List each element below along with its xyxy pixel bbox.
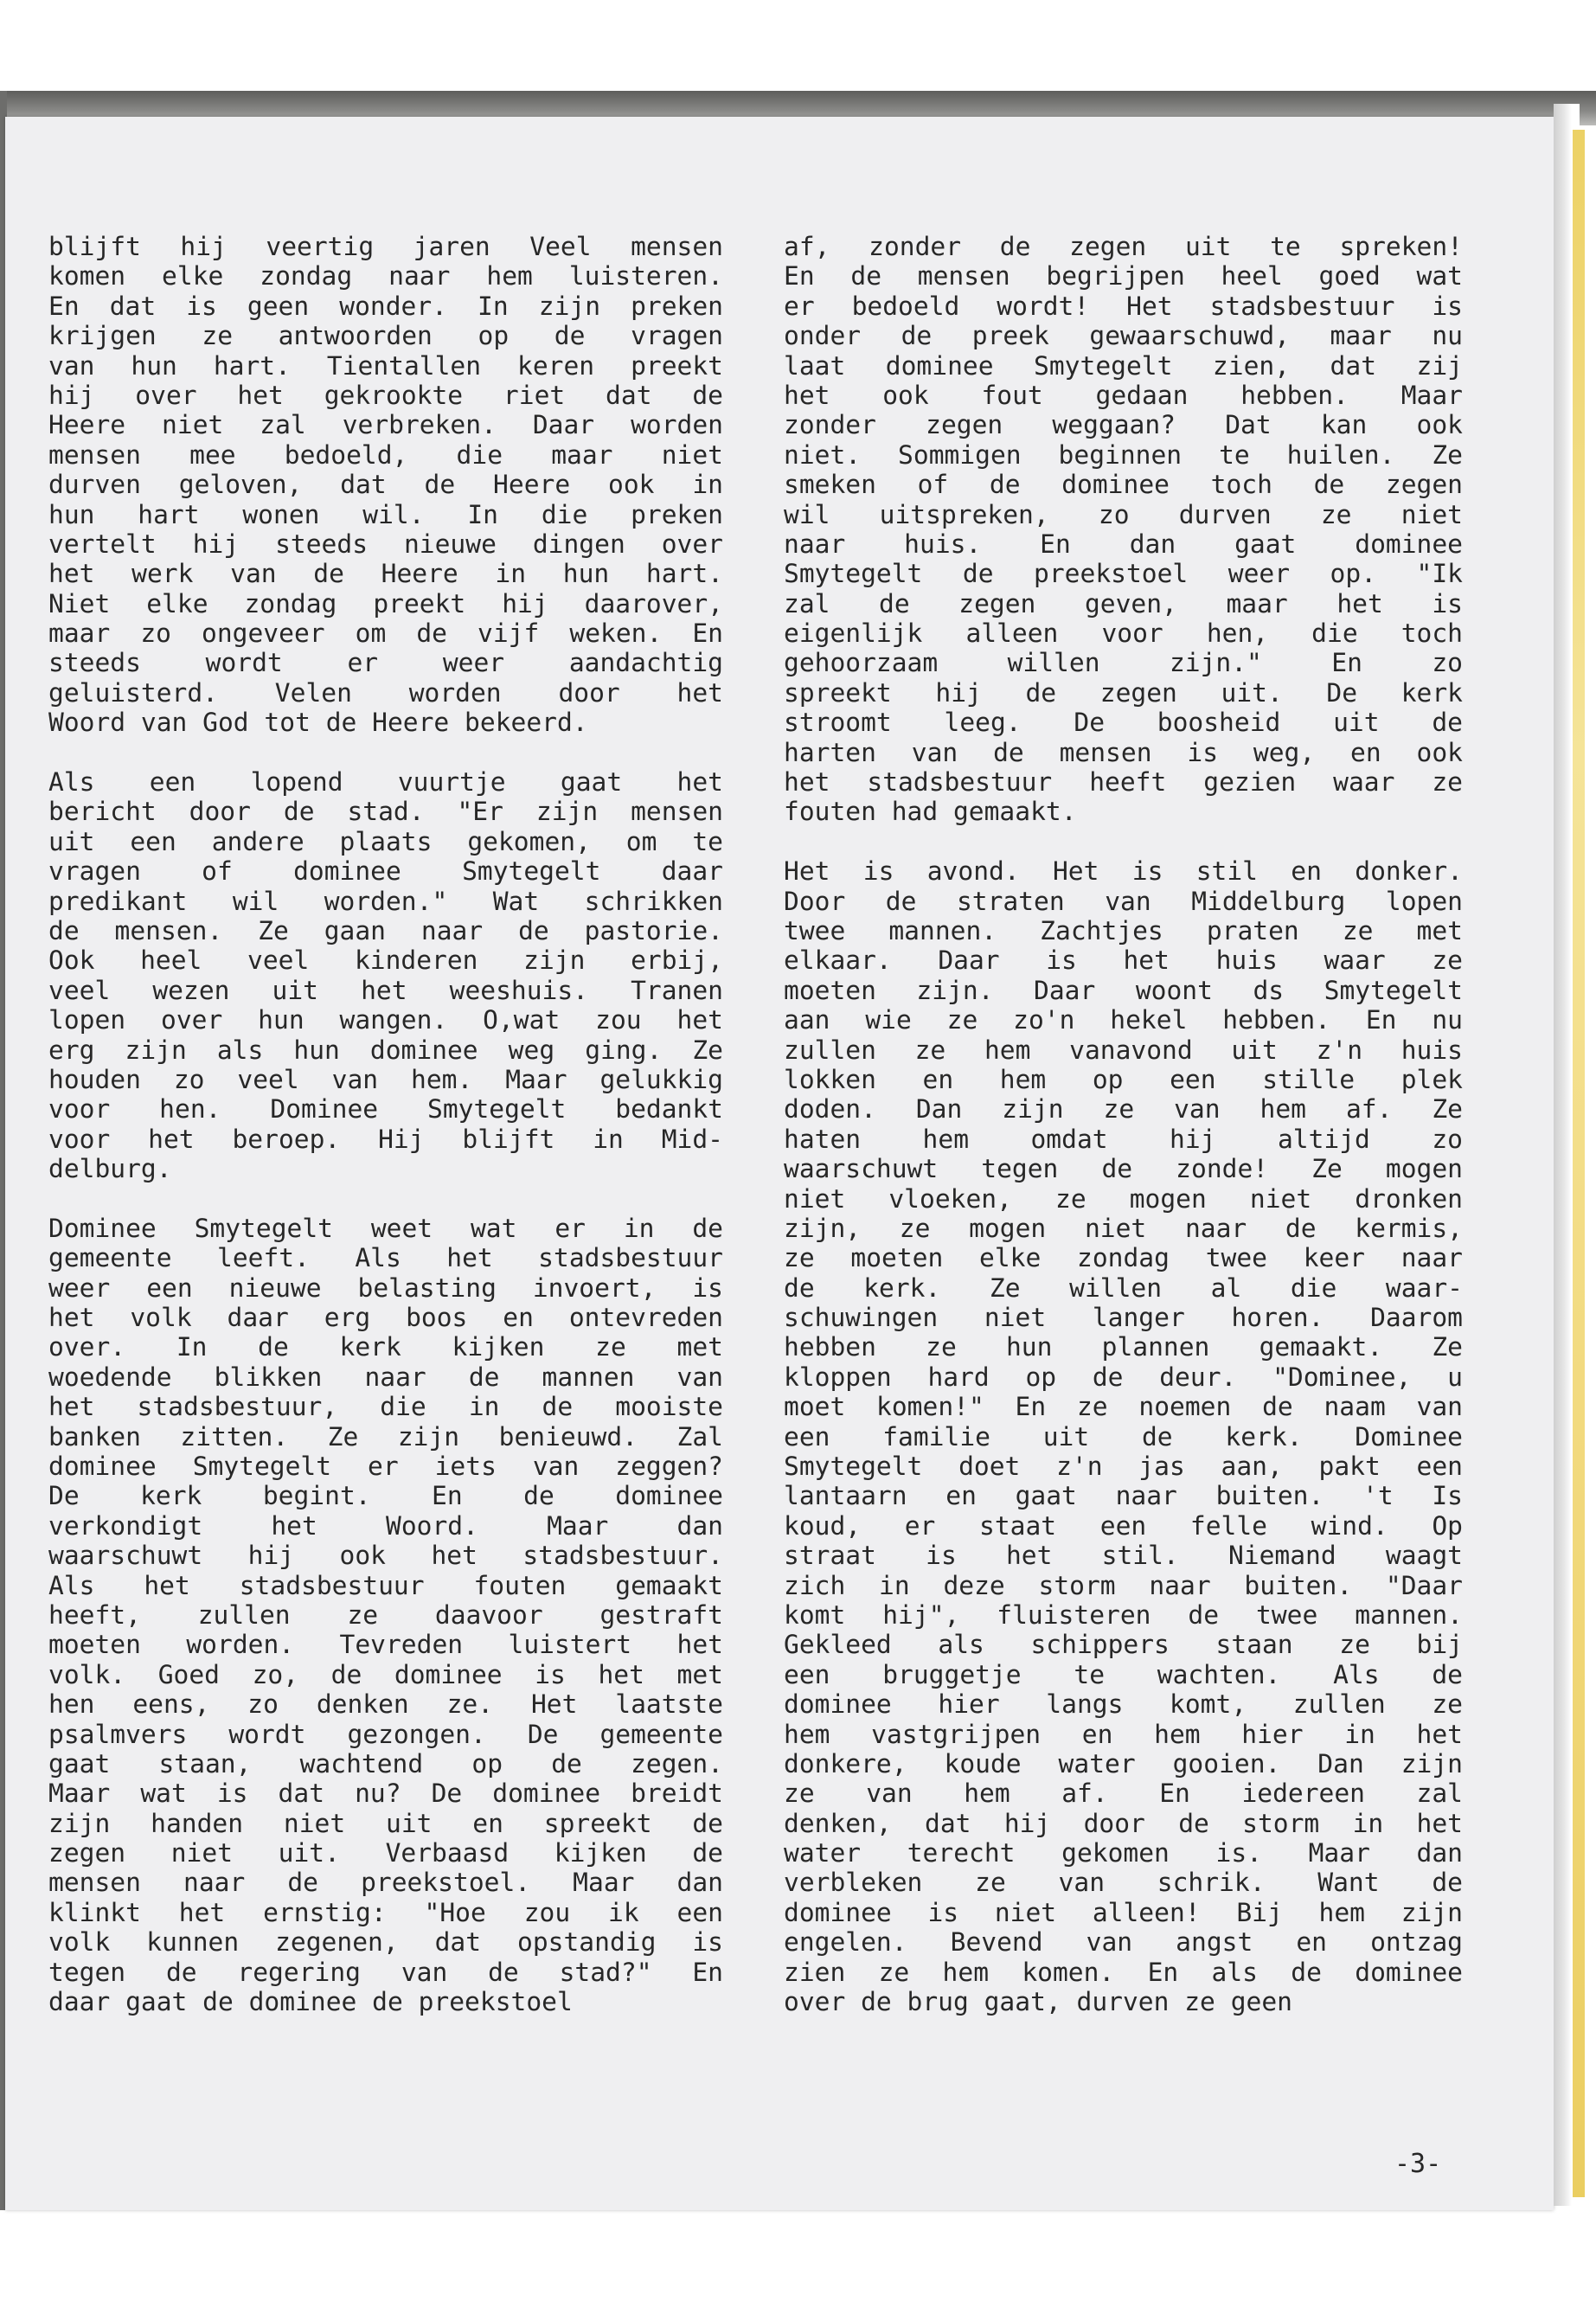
text-line: verkondigt het Woord. Maar dan — [48, 1510, 723, 1541]
text-line: het stadsbestuur, die in de mooiste — [48, 1392, 723, 1422]
text-line: niet vloeken, ze mogen niet dronken — [784, 1183, 1463, 1214]
paragraph — [48, 232, 723, 738]
text-line: steeds wordt er weer aandachtig — [48, 648, 723, 678]
text-line: doden. Dan zijn ze van hem af. Ze — [784, 1094, 1463, 1125]
text-line: zal de zegen geven, maar het is — [784, 588, 1463, 619]
text-line: twee mannen. Zachtjes praten ze met — [784, 915, 1463, 945]
text-line: veel wezen uit het weeshuis. Tranen — [48, 975, 723, 1005]
text-line: koud, er staat een felle wind. Op — [784, 1510, 1463, 1541]
text-line: daar gaat de dominee de preekstoel — [48, 1987, 573, 2017]
paragraph — [48, 767, 723, 1183]
text-line: zijn, ze mogen niet naar de kermis, — [784, 1213, 1463, 1243]
text-line: moet komen!" En ze noemen de naam van — [784, 1392, 1463, 1422]
text-line: vragen of dominee Smytegelt daar — [48, 856, 723, 887]
text-line: zonder zegen weggaan? Dat kan ook — [784, 410, 1463, 440]
text-line: dominee is niet alleen! Bij hem zijn — [784, 1897, 1463, 1927]
text-line: mensen naar de preekstoel. Maar dan — [48, 1868, 723, 1898]
text-line: onder de preek gewaarschuwd, maar nu — [784, 321, 1463, 351]
text-line: klinkt het ernstig: "Hoe zou ik een — [48, 1897, 723, 1927]
paragraph — [48, 1214, 723, 2017]
text-line: zegen niet uit. Verbaasd kijken de — [48, 1838, 723, 1868]
text-line: hij over het gekrookte riet dat de — [48, 380, 723, 410]
text-line: Maar wat is dat nu? De dominee breidt — [48, 1779, 723, 1809]
text-line: mensen mee bedoeld, die maar niet — [48, 439, 723, 470]
text-line: schuwingen niet langer horen. Daarom — [784, 1303, 1463, 1333]
text-line: uit een andere plaats gekomen, om te — [48, 826, 723, 856]
text-line: de mensen. Ze gaan naar de pastorie. — [48, 915, 723, 945]
text-line: Ook heel veel kinderen zijn erbij, — [48, 945, 723, 976]
text-line: Woord van God tot de Heere bekeerd. — [48, 708, 588, 738]
text-line: Smytegelt de preekstoel weer op. "Ik — [784, 559, 1463, 589]
text-line: hem vastgrijpen en hem hier in het — [784, 1719, 1463, 1749]
text-line: volk. Goed zo, de dominee is het met — [48, 1659, 723, 1689]
text-line: Als het stadsbestuur fouten gemaakt — [48, 1570, 723, 1600]
text-line: stroomt leeg. De boosheid uit de — [784, 708, 1463, 738]
text-line: Het is avond. Het is stil en donker. — [784, 856, 1463, 887]
text-line: over de brug gaat, durven ze geen — [784, 1987, 1292, 2017]
text-line: krijgen ze antwoorden op de vragen — [48, 321, 723, 351]
text-line: het volk daar erg boos en ontevreden — [48, 1303, 723, 1333]
text-line: elkaar. Daar is het huis waar ze — [784, 945, 1463, 976]
text-line: wil uitspreken, zo durven ze niet — [784, 499, 1463, 529]
text-line: komen elke zondag naar hem luisteren. — [48, 261, 723, 292]
text-line: zich in deze storm naar buiten. "Daar — [784, 1570, 1463, 1600]
text-line: zullen ze hem vanavond uit z'n huis — [784, 1035, 1463, 1065]
text-line: Niet elke zondag preekt hij daarover, — [48, 588, 723, 619]
text-line: gaat staan, wachtend op de zegen. — [48, 1748, 723, 1779]
text-line: woedende blikken naar de mannen van — [48, 1362, 723, 1392]
text-line: De kerk begint. En de dominee — [48, 1481, 723, 1511]
text-line: Smytegelt doet z'n jas aan, pakt een — [784, 1452, 1463, 1482]
text-line: Door de straten van Middelburg lopen — [784, 886, 1463, 916]
text-line: Dominee Smytegelt weet wat er in de — [48, 1213, 723, 1243]
text-line: banken zitten. Ze zijn benieuwd. Zal — [48, 1421, 723, 1452]
text-line: blijft hij veertig jaren Veel mensen — [48, 232, 723, 261]
right-column — [784, 232, 1463, 2016]
text-line: water terecht gekomen is. Maar dan — [784, 1838, 1463, 1868]
text-line: de kerk. Ze willen al die waar- — [784, 1272, 1463, 1303]
text-line: een bruggetje te wachten. Als de — [784, 1659, 1463, 1689]
text-line: zijn handen niet uit en spreekt de — [48, 1808, 723, 1838]
text-line: aan wie ze zo'n hekel hebben. En nu — [784, 1005, 1463, 1035]
text-line: vertelt hij steeds nieuwe dingen over — [48, 529, 723, 559]
text-line: volk kunnen zegenen, dat opstandig is — [48, 1927, 723, 1958]
text-line: over. In de kerk kijken ze met — [48, 1332, 723, 1362]
text-line: dominee hier langs komt, zullen ze — [784, 1689, 1463, 1720]
text-line: harten van de mensen is weg, en ook — [784, 737, 1463, 767]
text-line: het ook fout gedaan hebben. Maar — [784, 380, 1463, 410]
text-line: geluisterd. Velen worden door het — [48, 677, 723, 708]
text-line: van hun hart. Tientallen keren preekt — [48, 350, 723, 381]
text-line: moeten worden. Tevreden luistert het — [48, 1630, 723, 1660]
text-line: eigenlijk alleen voor hen, die toch — [784, 619, 1463, 649]
text-line: dominee Smytegelt er iets van zeggen? — [48, 1452, 723, 1482]
text-line: maar zo ongeveer om de vijf weken. En — [48, 619, 723, 649]
text-line: ze moeten elke zondag twee keer naar — [784, 1243, 1463, 1273]
text-line: moeten zijn. Daar woont ds Smytegelt — [784, 975, 1463, 1005]
text-line: Als een lopend vuurtje gaat het — [48, 767, 723, 798]
paragraph — [784, 232, 1463, 827]
text-line: weer een nieuwe belasting invoert, is — [48, 1272, 723, 1303]
text-line: kloppen hard op de deur. "Dominee, u — [784, 1362, 1463, 1392]
text-line: ze van hem af. En iedereen zal — [784, 1779, 1463, 1809]
text-line: spreekt hij de zegen uit. De kerk — [784, 677, 1463, 708]
text-line: durven geloven, dat de Heere ook in — [48, 470, 723, 500]
left-column — [48, 232, 723, 2016]
text-line: hen eens, zo denken ze. Het laatste — [48, 1689, 723, 1720]
text-line: straat is het stil. Niemand waagt — [784, 1541, 1463, 1571]
text-line: houden zo veel van hem. Maar gelukkig — [48, 1064, 723, 1094]
text-line: Heere niet zal verbreken. Daar worden — [48, 410, 723, 440]
text-line: het werk van de Heere in hun hart. — [48, 559, 723, 589]
text-line: donkere, koude water gooien. Dan zijn — [784, 1748, 1463, 1779]
text-line: het stadsbestuur heeft gezien waar ze — [784, 767, 1463, 798]
text-line: naar huis. En dan gaat dominee — [784, 529, 1463, 559]
text-line: predikant wil worden." Wat schrikken — [48, 886, 723, 916]
text-line: Gekleed als schippers staan ze bij — [784, 1630, 1463, 1660]
text-line: een familie uit de kerk. Dominee — [784, 1421, 1463, 1452]
text-line: waarschuwt hij ook het stadsbestuur. — [48, 1541, 723, 1571]
text-line: En dat is geen wonder. In zijn preken — [48, 291, 723, 321]
text-line: verbleken ze van schrik. Want de — [784, 1868, 1463, 1898]
text-line: gemeente leeft. Als het stadsbestuur — [48, 1243, 723, 1273]
text-line: denken, dat hij door de storm in het — [784, 1808, 1463, 1838]
binding-strip — [1573, 130, 1585, 2197]
text-line: waarschuwt tegen de zonde! Ze mogen — [784, 1154, 1463, 1184]
text-line: hun hart wonen wil. In die preken — [48, 499, 723, 529]
text-line: psalmvers wordt gezongen. De gemeente — [48, 1719, 723, 1749]
text-line: bericht door de stad. "Er zijn mensen — [48, 797, 723, 827]
text-line: fouten had gemaakt. — [784, 797, 1077, 827]
text-line: komt hij", fluisteren de twee mannen. — [784, 1599, 1463, 1630]
text-line: niet. Sommigen beginnen te huilen. Ze — [784, 439, 1463, 470]
text-line: En de mensen begrijpen heel goed wat — [784, 261, 1463, 292]
text-line: tegen de regering van de stad?" En — [48, 1957, 723, 1987]
text-line: voor het beroep. Hij blijft in Mid- — [48, 1124, 723, 1154]
text-line: smeken of de dominee toch de zegen — [784, 470, 1463, 500]
text-line: af, zonder de zegen uit te spreken! — [784, 232, 1463, 261]
text-line: er bedoeld wordt! Het stadsbestuur is — [784, 291, 1463, 321]
text-line: zien ze hem komen. En als de dominee — [784, 1957, 1463, 1987]
text-line: gehoorzaam willen zijn." En zo — [784, 648, 1463, 678]
text-line: engelen. Bevend van angst en ontzag — [784, 1927, 1463, 1958]
text-line: lantaarn en gaat naar buiten. 't Is — [784, 1481, 1463, 1511]
text-line: heeft, zullen ze daavoor gestraft — [48, 1599, 723, 1630]
text-line: hebben ze hun plannen gemaakt. Ze — [784, 1332, 1463, 1362]
text-line: erg zijn als hun dominee weg ging. Ze — [48, 1035, 723, 1065]
page-number: -3- — [1394, 2149, 1442, 2179]
text-line: lopen over hun wangen. O,wat zou het — [48, 1005, 723, 1035]
text-line: delburg. — [48, 1154, 172, 1184]
text-line: haten hem omdat hij altijd zo — [784, 1124, 1463, 1154]
paragraph — [784, 856, 1463, 2016]
text-line: lokken en hem op een stille plek — [784, 1064, 1463, 1094]
text-line: laat dominee Smytegelt zien, dat zij — [784, 350, 1463, 381]
text-line: voor hen. Dominee Smytegelt bedankt — [48, 1094, 723, 1125]
